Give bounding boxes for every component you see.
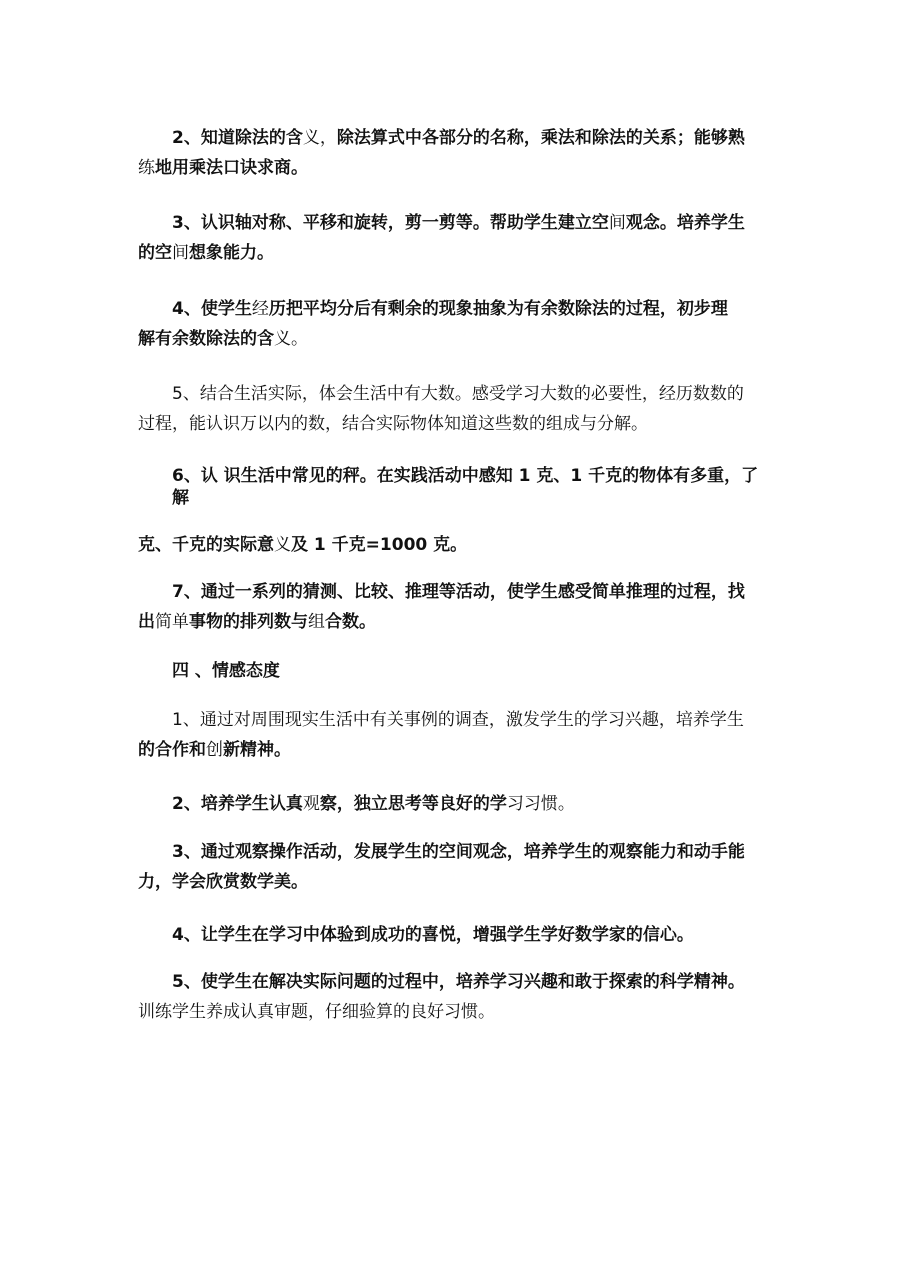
paragraph-6-continued: [138, 530, 772, 560]
paragraph-line: [138, 324, 772, 354]
text-run: 察，独立思考等良好的学: [319, 794, 507, 814]
paragraph-line: [138, 208, 772, 238]
text-run: 力，学会欣赏数学美。: [138, 872, 308, 892]
paragraph-line: [138, 379, 772, 409]
text-run: 6、认 识生活中常见的秤。在实践活动中感知 1 克、1 千克的物体有多重，了: [172, 466, 759, 486]
paragraph-6-scales: [138, 465, 772, 509]
text-run: 地用乘法口诀求商。: [155, 158, 308, 178]
text-run: 2、培养学生认真: [172, 794, 303, 814]
paragraph-line: [138, 123, 772, 153]
text-run: 间: [608, 213, 626, 233]
paragraph-line: [138, 487, 772, 509]
paragraph-emotion-5: [138, 967, 772, 1027]
text-run: 克、千克的实际意: [138, 535, 274, 555]
paragraph-line: [138, 238, 772, 268]
text-run: 及 1 千克=1000 克。: [291, 535, 468, 555]
text-run: 的合作和: [138, 740, 206, 760]
text-run: 新精神。: [223, 740, 291, 760]
paragraph-line: [138, 294, 772, 324]
text-run: 想象能力。: [189, 243, 274, 263]
paragraph-line: [138, 577, 772, 607]
text-run: 5、使学生在解决实际问题的过程中，培养学习兴趣和敢于探索的科学精神。: [172, 972, 745, 992]
paragraph-5-large-numbers: [138, 379, 772, 439]
text-run: 出: [138, 612, 155, 632]
text-run: 四 、情感态度: [172, 661, 280, 681]
text-run: 认真审题，仔细验算的良好习惯。: [240, 1002, 495, 1022]
text-run: 的空: [138, 243, 172, 263]
paragraph-line: [138, 465, 772, 487]
paragraph-line: [138, 867, 772, 897]
text-run: 习习惯。: [506, 794, 575, 814]
paragraph-line: [138, 735, 772, 765]
text-run: 义: [274, 535, 291, 555]
text-run: 4、使学生: [172, 299, 252, 319]
text-run: 2、知道除法的含: [172, 128, 303, 148]
text-run: 义，: [302, 128, 337, 148]
paragraph-4-remainder: [138, 294, 772, 354]
text-run: 观念。培养学生: [625, 213, 745, 233]
paragraph-7-reasoning: [138, 577, 772, 637]
text-run: 5、结合生活实际，体会生活中有大数。感受学习大数的必要性，经历数数的: [172, 384, 744, 404]
text-run: 合数。: [325, 612, 376, 632]
text-run: 历把平均分后有剩余的现象抽象为有余数除法的过程，初步理: [268, 299, 728, 319]
text-run: 4、让学生在学习中体验到成功的喜悦，增强学生学好数学家的信心。: [172, 925, 694, 945]
text-run: 过程，能认识万以内的数，结合实际物体知道这些数的组成与分解。: [138, 414, 648, 434]
paragraph-line: [138, 997, 772, 1027]
text-run: 练: [138, 158, 155, 178]
text-run: 3、认识轴对称、平移和旋转，剪一剪等。帮助学生建立空: [172, 213, 609, 233]
text-run: 解有余数除法的含: [138, 329, 274, 349]
paragraph-line: [138, 409, 772, 439]
paragraph-line: [138, 967, 772, 997]
text-run: 经: [251, 299, 269, 319]
paragraph-emotion-4: [138, 920, 772, 950]
text-run: 训练学生养成: [138, 1002, 240, 1022]
paragraph-line: [138, 607, 772, 637]
paragraph-emotion-3: [138, 837, 772, 897]
paragraph-line: [138, 920, 772, 950]
text-run: 事物的排列数与: [189, 612, 308, 632]
paragraph-line: [138, 153, 772, 183]
paragraph-3-symmetry: [138, 208, 772, 268]
paragraph-line: [138, 705, 772, 735]
text-run: 简单: [155, 612, 189, 632]
paragraph-line: [138, 530, 772, 560]
text-run: 7、通过一系列的猜测、比较、推理等活动，使学生感受简单推理的过程，找: [172, 582, 745, 602]
text-run: 创: [206, 740, 223, 760]
paragraph-line: [138, 837, 772, 867]
text-run: 义。: [274, 329, 308, 349]
text-run: 组: [308, 612, 325, 632]
section-heading-emotion-attitude: [138, 656, 772, 686]
paragraph-emotion-1: [138, 705, 772, 765]
paragraph-line: [138, 656, 772, 686]
text-run: 解: [172, 488, 189, 508]
text-run: 观: [302, 794, 320, 814]
text-run: 1、通过对周围现实生活中有关事例的调查，激发学生的学习兴趣，培养学生: [172, 710, 744, 730]
text-run: 除法算式中各部分的名称，乘法和除法的关系；能够熟: [336, 128, 745, 148]
text-run: 3、通过观察操作活动，发展学生的空间观念，培养学生的观察能力和动手能: [172, 842, 745, 862]
paragraph-emotion-2: [138, 789, 772, 819]
paragraph-2-division: [138, 123, 772, 183]
text-run: 间: [172, 243, 189, 263]
paragraph-line: [138, 789, 772, 819]
